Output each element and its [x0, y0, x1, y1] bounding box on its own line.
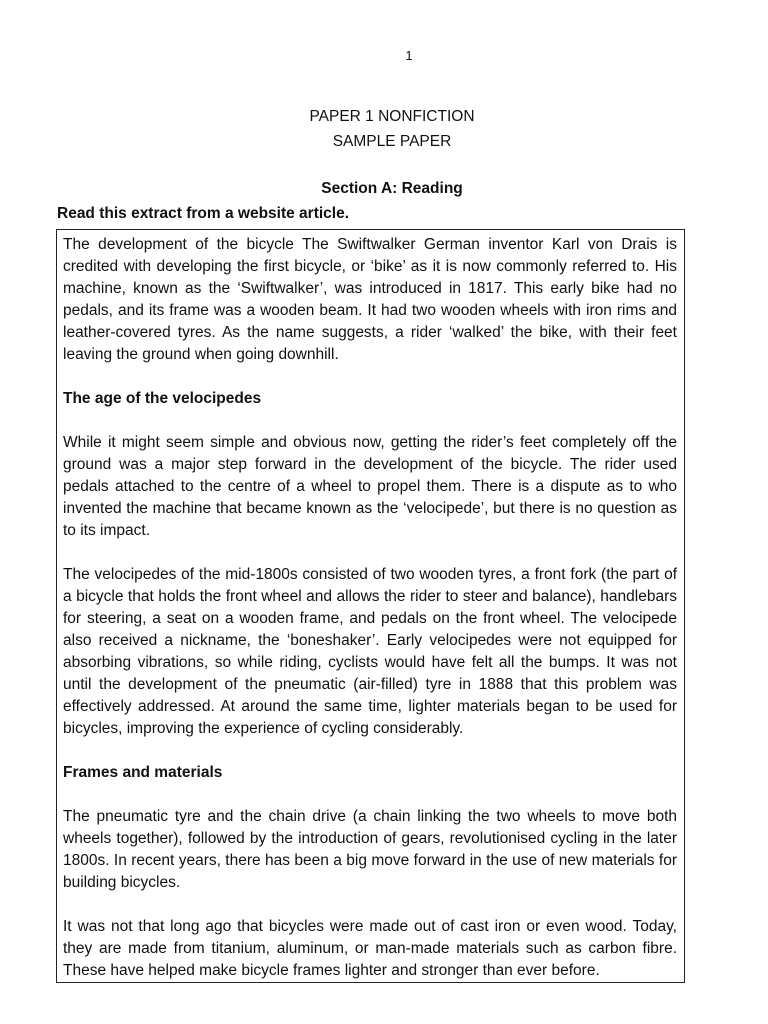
frames-paragraph-2: It was not that long ago that bicycles were made out of cast iron or even wood. Today, they are made from titanium, aluminum, or man-made materials such as carbon fibre. These have helped make bicycle frames lighter and stronger than ever before. — [63, 918, 677, 979]
extract-intro-paragraph: The development of the bicycle The Swiftwalker German inventor Karl von Drais is credited with developing the first bicycle, or ‘bike’ as it is now commonly referred to. His machine, known as the ‘Swiftwalker’, was introduced in 1817. This early bike had no pedals, and its frame was a wooden beam. It had two wooden wheels with iron rims and leather-covered tyres. As the name suggests, a rider ‘walked’ the bike, with their feet leaving the ground when going downhill. — [63, 236, 677, 363]
instruction-text: Read this extract from a website article. — [57, 205, 350, 222]
page-number: 1 — [405, 48, 413, 63]
extract-box — [56, 229, 685, 983]
velocipedes-paragraph-2: The velocipedes of the mid-1800s consisted of two wooden tyres, a front fork (the part of a bicycle that holds the front wheel and allows the rider to steer and balance), handlebars for steering, a seat on a wooden frame, and pedals on the front wheel. The velocipede also received a nickname, the ‘boneshaker’. Early velocipedes were not equipped for absorbing vibrations, so while riding, cyclists would have felt all the bumps. It was not until the development of the pneumatic (air-filled) tyre in 1888 that this problem was effectively addressed. At around the same time, lighter materials began to be used for bicycles, improving the experience of cycling considerably. — [63, 566, 677, 737]
paper-title-line-1: PAPER 1 NONFICTION — [309, 108, 475, 125]
velocipedes-paragraph-1: While it might seem simple and obvious now, getting the rider’s feet completely off the ground was a major step forward in the development of the bicycle. The rider used pedals attached to the centre of a wheel to propel them. There is a dispute as to who invented the machine that became known as the ‘velocipede’, but there is no question as to its impact. — [63, 434, 677, 539]
section-heading: Section A: Reading — [321, 180, 463, 197]
subheading-frames: Frames and materials — [63, 764, 223, 781]
paper-title-line-2: SAMPLE PAPER — [332, 133, 452, 150]
subheading-velocipedes: The age of the velocipedes — [63, 390, 262, 407]
frames-paragraph-1: The pneumatic tyre and the chain drive (a chain linking the two wheels to move both wheels together), followed by the introduction of gears, revolutionised cycling in the later 1800s. In recent years, there has been a big move forward in the use of new materials for building bicycles. — [63, 808, 677, 891]
paper-title — [0, 104, 768, 154]
